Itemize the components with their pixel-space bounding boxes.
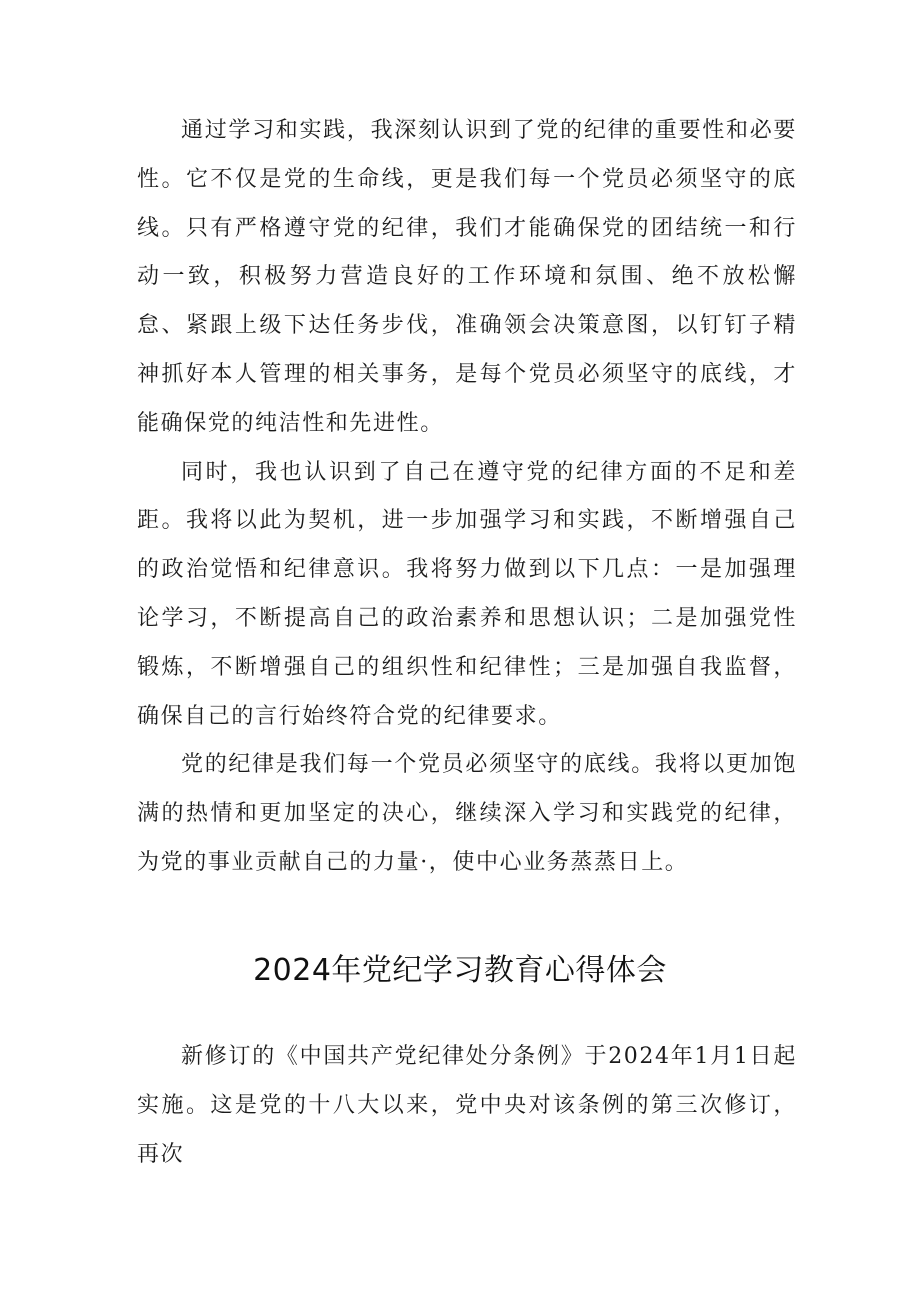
paragraph-4: 新修订的《中国共产党纪律处分条例》于2024年1月1日起实施。这是党的十八大以来，党中央对该条例的第三次修订，再次 xyxy=(137,1044,797,1167)
paragraph-2: 同时，我也认识到了自己在遵守党的纪律方面的不足和差距。我将以此为契机，进一步加强学习和实践，不断增强自己的政治觉悟和纪律意识。我将努力做到以下几点：一是加强理论学习，不断提高自己的政治素养和思想认识；二是加强党性锻炼，不断增强自己的组织性和纪律性；三是加强自我监督，确保自己的言行始终符合党的纪律要求。 xyxy=(137,459,797,729)
paragraph-1: 通过学习和实践，我深刻认识到了党的纪律的重要性和必要性。它不仅是党的生命线，更是我们每一个党员必须坚守的底线。只有严格遵守党的纪律，我们才能确保党的团结统一和行动一致，积极努力营造良好的工作环境和氛围、绝不放松懈怠、紧跟上级下达任务步伐，准确领会决策意图，以钉钉子精神抓好本人管理的相关事务，是每个党员必须坚守的底线，才能确保党的纯洁性和先进性。 xyxy=(137,118,797,436)
document-title: 2024年党纪学习教育心得体会 xyxy=(253,953,667,988)
body-text-top xyxy=(137,107,797,888)
paragraph-3: 党的纪律是我们每一个党员必须坚守的底线。我将以更加饱满的热情和更加坚定的决心，继续深入学习和实践党的纪律，为党的事业贡献自己的力量·，使中心业务蒸蒸日上。 xyxy=(137,752,797,875)
body-text-bottom xyxy=(137,1033,797,1179)
